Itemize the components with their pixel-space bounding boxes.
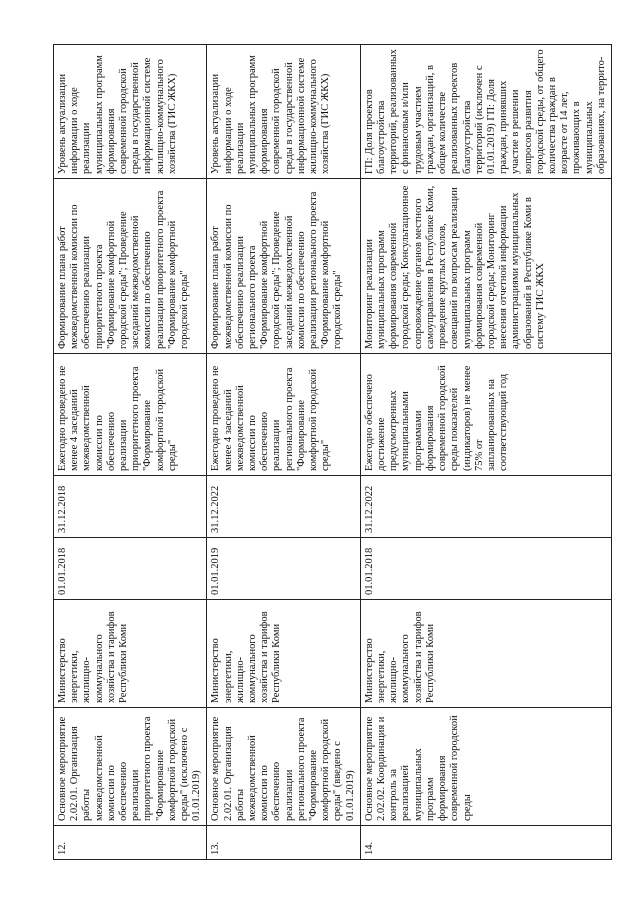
start-date: 01.01.2018 — [360, 538, 611, 600]
row-number: 13. — [207, 826, 360, 860]
rotated-table-page — [53, 45, 607, 860]
table-row — [207, 45, 360, 860]
start-date: 01.01.2018 — [54, 538, 207, 600]
table-row — [54, 45, 207, 860]
row-number: 14. — [360, 826, 611, 860]
executor: Министерство энергетики, жилищно-коммунального хозяйства и тарифов Республики Коми — [207, 600, 360, 708]
implementation-measures: Формирование плана работ межведомственной комиссии по обеспечению реализации регионального проекта "Формирование комфортной городской среды"; Проведение заседаний межведомственной комиссии по обеспечению реализации регионального проекта "Формирование комфортной городской среды" — [207, 179, 360, 354]
event-name: Основное мероприятие 2.02.02. Координация и контроль за реализацией муниципальных программ формирования современной городской среды — [360, 708, 611, 826]
end-date: 31.12.2018 — [54, 476, 207, 538]
executor: Министерство энергетики, жилищно-коммунального хозяйства и тарифов Республики Коми — [54, 600, 207, 708]
expected-result: Ежегодно обеспечено достижение предусмотренных муниципальными программами формирования современной городской среды показателей (индикаторов) не менее 75% от запланированных на соответствующий год — [360, 354, 611, 476]
row-number: 12. — [54, 826, 207, 860]
event-name: Основное мероприятие 2.02.01. Организация работы межведомственной комиссии по обеспечению реализации регионального проекта "Формирование комфортной городской среды" (введено с 01.01.2019) — [207, 708, 360, 826]
expected-result: Ежегодно проведено не менее 4 заседаний межведомственной комиссии по обеспечению реализации приоритетного проекта "Формирование комфортной городской среды" — [54, 354, 207, 476]
implementation-measures: Формирование плана работ межведомственной комиссии по обеспечению реализации приоритетного проекта "Формирование комфортной городской среды"; Проведение заседаний межведомственной комиссии по обеспечению реализации приоритетного проекта "Формирование комфортной городской среды" — [54, 179, 207, 354]
end-date: 31.12.2022 — [207, 476, 360, 538]
end-date: 31.12.2022 — [360, 476, 611, 538]
target-indicator: Уровень актуализации информации о ходе реализации муниципальных программ формирования современной городской среды в государственной информационной системе жилищно-коммунального хозяйства (ГИС ЖКХ) — [207, 45, 360, 179]
start-date: 01.01.2019 — [207, 538, 360, 600]
table-row — [360, 45, 611, 860]
target-indicator: Уровень актуализации информации о ходе реализации муниципальных программ формирования современной городской среды в государственной информационной системе жилищно-коммунального хозяйства (ГИС ЖКХ) — [54, 45, 207, 179]
implementation-measures: Мониторинг реализации муниципальных программ формирования современной городской среды; Консультационное сопровождение органов местного самоуправления в Республике Коми, проведение круглых столов, совещаний по вопросам реализации муниципальных программ формирования современной городской среды; Мониторинг внесения отчетной информации администрациями муниципальных образований в Республике Коми в систему ГИС ЖКХ — [360, 179, 611, 354]
executor: Министерство энергетики, жилищно-коммунального хозяйства и тарифов Республики Коми — [360, 600, 611, 708]
expected-result: Ежегодно проведено не менее 4 заседаний межведомственной комиссии по обеспечению реализации регионального проекта "Формирование комфортной городской среды" — [207, 354, 360, 476]
event-name: Основное мероприятие 2.02.01. Организация работы межведомственной комиссии по обеспечению реализации приоритетного проекта "Формирование комфортной городской среды" (исключено с 01.01.2019) — [54, 708, 207, 826]
target-indicator: ГП: Доля проектов благоустройства территорий, реализованных с финансовым и/или трудовым участием граждан, организаций, в общем количестве реализованных проектов благоустройства территорий (исключен с 01.01.2019) ГП: Доля граждан, принявших участие в решении вопросов развития городской среды, от общего количества граждан в возрасте от 14 лет, проживающих в муниципальных образованиях, на террито- — [360, 45, 611, 179]
program-events-table — [53, 44, 612, 860]
